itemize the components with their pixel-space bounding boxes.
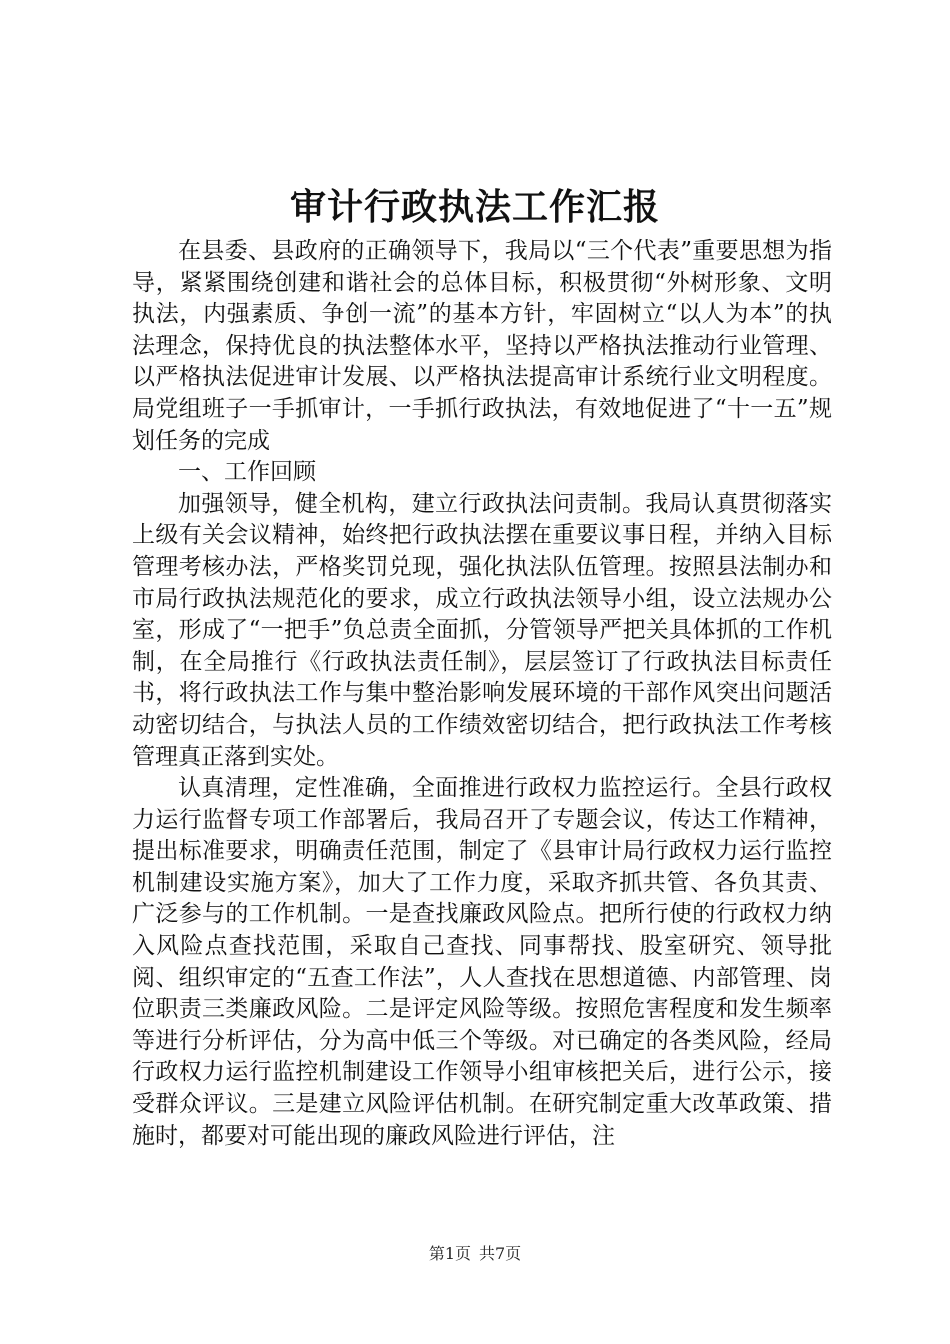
paragraph-intro: 在县委、县政府的正确领导下，我局以“三个代表”重要思想为指导，紧紧围绕创建和谐社会的总体目标，积极贯彻“外树形象、文明执法，内强素质、争创一流”的基本方针，牢固树立“以人为本”的执法理念，保持优良的执法整体水平，坚持以严格执法推动行业管理、以严格执法促进审计发展、以严格执法提高审计系统行业文明程度。局党组班子一手抓审计，一手抓行政执法，有效地促进了“十一五”规划任务的完成 <box>132 238 832 454</box>
paragraph-leadership: 加强领导，健全机构，建立行政执法问责制。我局认真贯彻落实上级有关会议精神，始终把行政执法摆在重要议事日程，并纳入目标管理考核办法，严格奖罚兑现，强化执法队伍管理。按照县法制办和市局行政执法规范化的要求，成立行政执法领导小组，设立法规办公室，形成了“一把手”负总责全面抓，分管领导严把关具体抓的工作机制，在全局推行《行政执法责任制》，层层签订了行政执法目标责任书，将行政执法工作与集中整治影响发展环境的干部作风突出问题活动密切结合，与执法人员的工作绩效密切结合，把行政执法工作考核管理真正落到实处。 <box>132 490 832 770</box>
document-body <box>132 236 832 1152</box>
document-title: 审计行政执法工作汇报 <box>289 186 660 228</box>
page-number: 第1页 <box>428 1244 471 1263</box>
section-heading-work-review: 一、工作回顾 <box>178 459 316 486</box>
paragraph-power-monitoring: 认真清理，定性准确，全面推进行政权力监控运行。全县行政权力运行监督专项工作部署后，我局召开了专题会议，传达工作精神，提出标准要求，明确责任范围，制定了《县审计局行政权力运行监控机制建设实施方案》，加大了工作力度，采取齐抓共管、各负其责、广泛参与的工作机制。一是查找廉政风险点。把所行使的行政权力纳入风险点查找范围，采取自己查找、同事帮找、股室研究、领导批阅、组织审定的“五查工作法”，人人查找在思想道德、内部管理、岗位职责三类廉政风险。二是评定风险等级。按照危害程度和发生频率等进行分析评估，分为高中低三个等级。对已确定的各类风险，经局行政权力运行监控机制建设工作领导小组审核把关后，进行公示，接受群众评议。三是建立风险评估机制。在研究制定重大改革政策、措施时，都要对可能出现的廉政风险进行评估，注 <box>132 775 832 1149</box>
page-footer <box>0 1243 950 1265</box>
page-total: 共7页 <box>479 1244 522 1263</box>
